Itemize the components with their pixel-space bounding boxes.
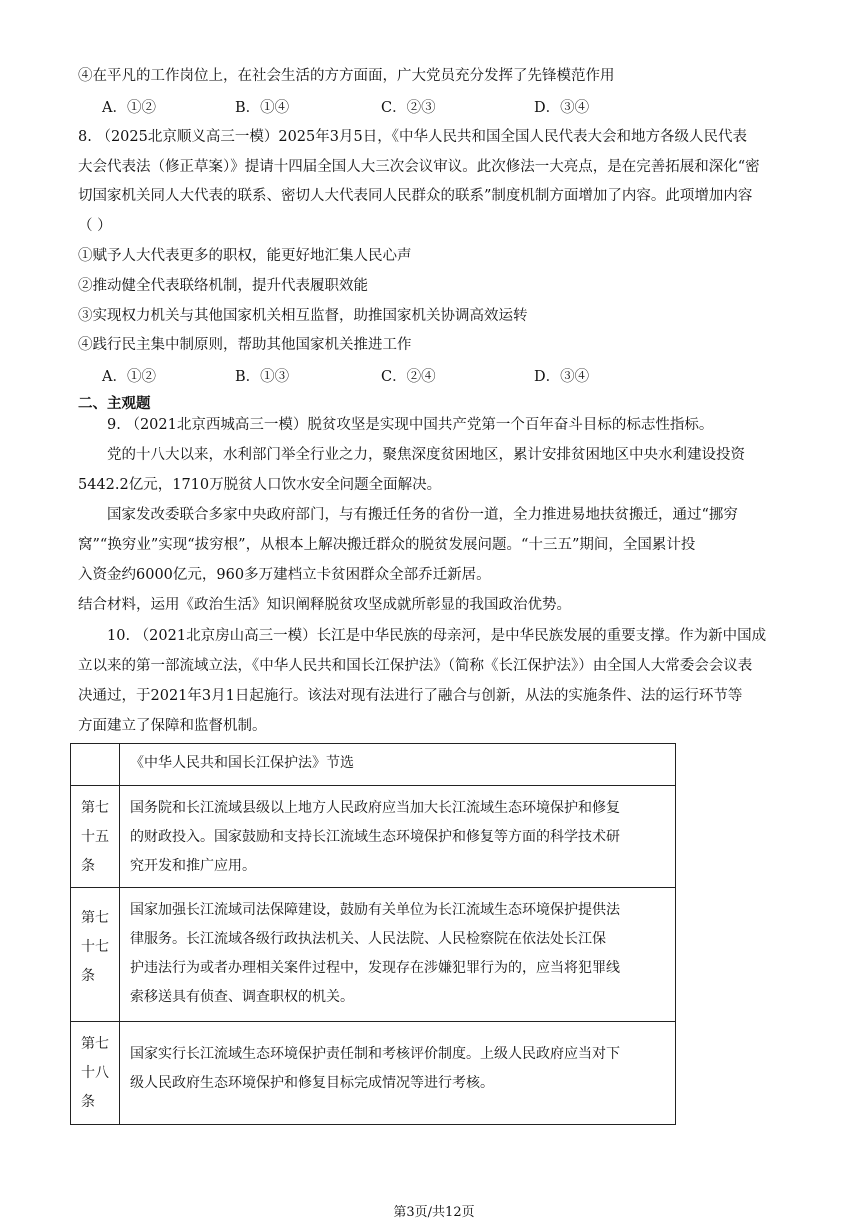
table-row (71, 888, 676, 1022)
article-label: 条 (81, 968, 95, 984)
article-text-line: 究开发和推广应用。 (130, 858, 256, 874)
q7-option-d: D．③④ (534, 100, 590, 116)
q9-material-2-line-1: 国家发改委联合多家中央政府部门，与有搬迁任务的省份一道，全力推进易地扶贫搬迁，通过“挪穷 (107, 507, 738, 523)
article-text-line: 国家实行长江流域生态环境保护责任制和考核评价制度。上级人民政府应当对下 (130, 1046, 620, 1062)
article-text-line: 国务院和长江流域县级以上地方人民政府应当加大长江流域生态环境保护和修复 (130, 800, 620, 816)
q7-option-b: B．①④ (235, 100, 290, 116)
article-label: 第七 (81, 1036, 109, 1052)
article-label: 第七 (81, 800, 109, 816)
article-label: 第七 (81, 910, 109, 926)
section-title: 二、主观题 (78, 395, 151, 412)
table-row (71, 786, 676, 888)
table-header-cell (120, 744, 676, 786)
article-cell (71, 888, 120, 1022)
article-label: 条 (81, 858, 95, 874)
q9-material-2-line-2: 窝”“换穷业”实现“拔穷根”，从根本上解决搬迁群众的脱贫发展问题。“十三五”期间，全国累计投 (78, 537, 696, 553)
article-text-cell (120, 786, 676, 888)
q8-statement-4: ④践行民主集中制原则，帮助其他国家机关推进工作 (78, 337, 412, 353)
table-header-blank-cell (71, 744, 120, 786)
table-header-row (71, 744, 676, 786)
q8-answer-bracket: （ ） (78, 218, 112, 234)
q9-stem: 9. （2021北京西城高三一模）脱贫攻坚是实现中国共产党第一个百年奋斗目标的标志性指标。 (107, 417, 714, 433)
article-label: 条 (81, 1094, 95, 1110)
table-header-text: 《中华人民共和国长江保护法》节选 (130, 755, 354, 771)
q7-option-a: A．①② (102, 100, 156, 116)
page-number-footer: 第3页/共12页 (393, 1205, 475, 1220)
article-cell (71, 786, 120, 888)
article-label: 十五 (81, 829, 109, 845)
q10-stem-line-2: 立以来的第一部流域立法，《中华人民共和国长江保护法》（简称《长江保护法》）由全国人大常委会会议表 (78, 658, 753, 674)
article-text-line: 护违法行为或者办理相关案件过程中，发现存在涉嫌犯罪行为的，应当将犯罪线 (130, 960, 620, 976)
article-label: 十七 (81, 939, 109, 955)
q10-stem-line-3: 决通过，于2021年3月1日起施行。该法对现有法进行了融合与创新，从法的实施条件、法的运行环节等 (78, 688, 743, 704)
q8-option-b: B．①③ (235, 369, 290, 385)
q8-option-a: A．①② (102, 369, 156, 385)
q8-statement-3: ③实现权力机关与其他国家机关相互监督，助推国家机关协调高效运转 (78, 308, 528, 324)
q10-stem-line-1: 10. （2021北京房山高三一模）长江是中华民族的母亲河，是中华民族发展的重要支撑。作为新中国成 (107, 628, 767, 644)
q8-option-d: D．③④ (534, 369, 590, 385)
law-excerpt-table (70, 743, 676, 1125)
q8-stem-line-3: 切国家机关同人大代表的联系、密切人大代表同人民群众的联系”制度机制方面增加了内容。此项增加内容 (78, 188, 753, 204)
q9-material-1-line-2: 5442.2亿元，1710万脱贫人口饮水安全问题全面解决。 (78, 477, 442, 493)
article-text-line: 的财政投入。国家鼓励和支持长江流域生态环境保护和修复等方面的科学技术研 (130, 829, 620, 845)
article-cell (71, 1022, 120, 1125)
q10-stem-line-4: 方面建立了保障和监督机制。 (78, 718, 267, 734)
q9-material-2-line-3: 入资金约6000亿元，960多万建档立卡贫困群众全部乔迁新居。 (78, 567, 491, 583)
q8-statement-1: ①赋予人大代表更多的职权，能更好地汇集人民心声 (78, 248, 412, 264)
article-text-cell (120, 888, 676, 1022)
article-text-line: 律服务。长江流域各级行政执法机关、人民法院、人民检察院在依法处长江保 (130, 931, 606, 947)
article-text-line: 索移送具有侦查、调查职权的机关。 (130, 989, 354, 1005)
q9-question: 结合材料，运用《政治生活》知识阐释脱贫攻坚成就所彰显的我国政治优势。 (78, 597, 571, 613)
article-text-line: 级人民政府生态环境保护和修复目标完成情况等进行考核。 (130, 1075, 494, 1091)
table-row (71, 1022, 676, 1125)
q8-stem-line-2: 大会代表法（修正草案）》提请十四届全国人大三次会议审议。此次修法一大亮点，是在完善拓展和深化“密 (78, 159, 760, 175)
q7-option-c: C．②③ (381, 100, 436, 116)
q7-statement-4: ④在平凡的工作岗位上，在社会生活的方方面面，广大党员充分发挥了先锋模范作用 (78, 68, 615, 84)
article-text-line: 国家加强长江流域司法保障建设，鼓励有关单位为长江流域生态环境保护提供法 (130, 902, 620, 918)
article-text-cell (120, 1022, 676, 1125)
q8-option-c: C．②④ (381, 369, 436, 385)
q8-stem-line-1: 8. （2025北京顺义高三一模）2025年3月5日，《中华人民共和国全国人民代表大会和地方各级人民代表 (78, 129, 747, 145)
q9-material-1-line-1: 党的十八大以来，水利部门举全行业之力，聚焦深度贫困地区，累计安排贫困地区中央水利建设投资 (107, 447, 745, 463)
q8-statement-2: ②推动健全代表联络机制，提升代表履职效能 (78, 278, 368, 294)
article-label: 十八 (81, 1065, 109, 1081)
